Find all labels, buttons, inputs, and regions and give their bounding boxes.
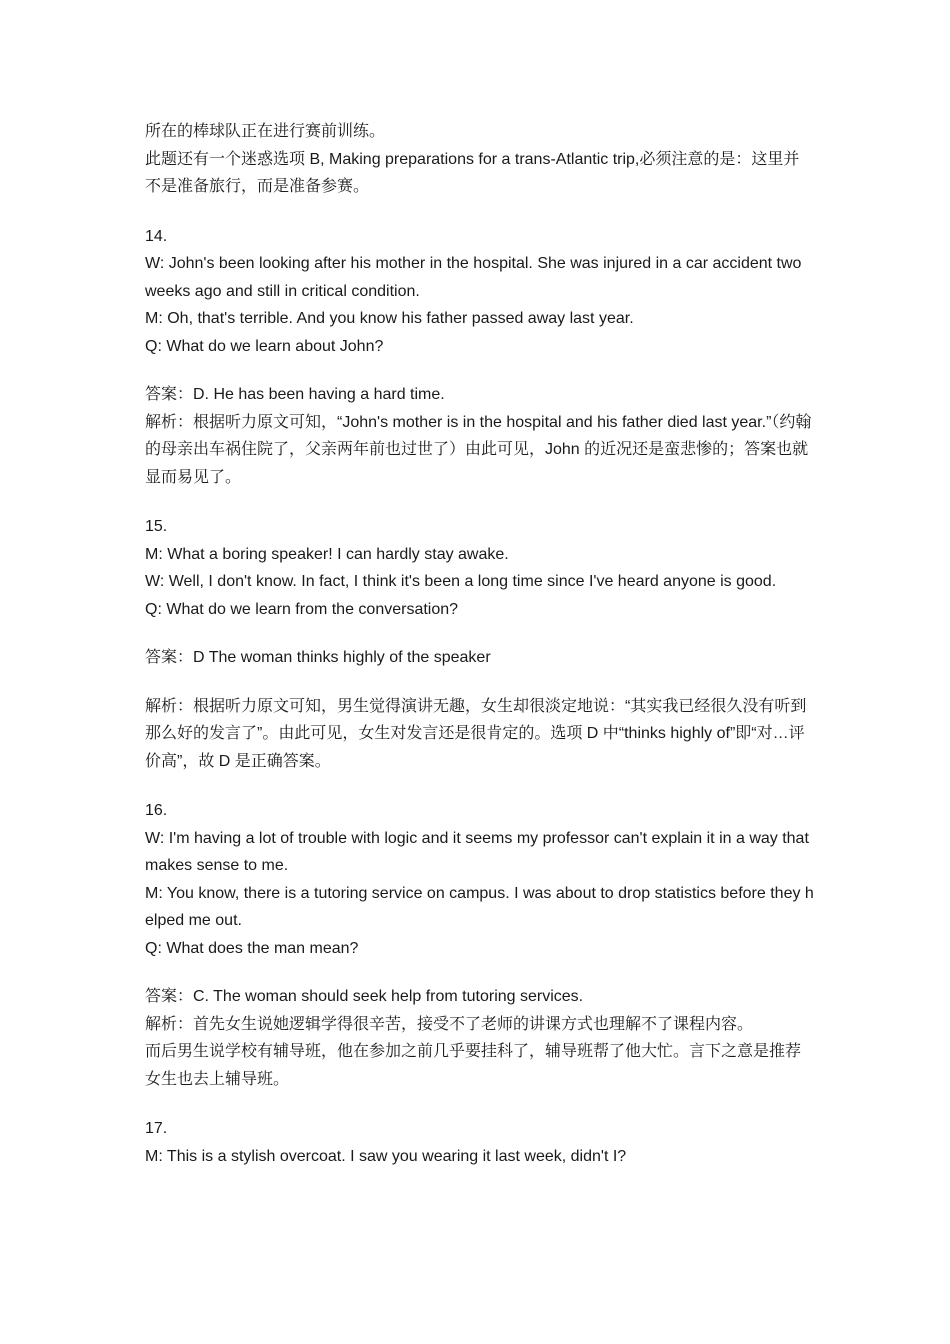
question-number: 16. — [145, 802, 168, 819]
analysis-line: 而后男生说学校有辅导班，他在参加之前几乎要挂科了，辅导班帮了他大忙。言下之意是推荐女生也去上辅导班。 — [145, 1043, 802, 1088]
question-16 — [145, 797, 815, 1093]
question-number: 14. — [145, 227, 168, 245]
answer-line: 答案：D The woman thinks highly of the speaker — [145, 649, 491, 666]
dialogue-line: W: Well, I don't know. In fact, I think it's been a long time since I've heard anyone is good. — [145, 573, 777, 590]
question-number: 17. — [145, 1120, 168, 1137]
answer-line: 答案：C. The woman should seek help from tutoring services. — [145, 988, 584, 1005]
analysis-line: 解析：根据听力原文可知，男生觉得演讲无趣，女生却很淡定地说：“其实我已经很久没有听到那么好的发言了”。由此可见，女生对发言还是很肯定的。选项 D 中“thinks highly of”即“对…评价高”，故 D 是正确答案。 — [145, 697, 807, 770]
dialogue-line: M: You know, there is a tutoring service on campus. I was about to drop statistics before they helped me out. — [145, 884, 814, 929]
analysis-line: 解析：根据听力原文可知，“John's mother is in the hospital and his father died last year.”（约翰的母亲出车祸住院了，父亲两年前也过世了）由此可见，John 的近况还是蛮悲惨的；答案也就显而易见了。 — [145, 413, 812, 486]
question-15 — [145, 513, 815, 775]
dialogue-line: M: What a boring speaker! I can hardly stay awake. — [145, 545, 509, 563]
dialogue-line: W: I'm having a lot of trouble with logic and it seems my professor can't explain it in a way that makes sense to me. — [145, 829, 809, 874]
dialogue-line: M: This is a stylish overcoat. I saw you wearing it last week, didn't I? — [145, 1147, 627, 1165]
dialogue-line: M: Oh, that's terrible. And you know his father passed away last year. — [145, 310, 634, 327]
question-17 — [145, 1115, 815, 1170]
answer-line: 答案：D. He has been having a hard time. — [145, 386, 445, 403]
intro-line: 所在的棒球队正在进行赛前训练。 — [145, 123, 386, 140]
question-14 — [145, 223, 815, 492]
dialogue-line: Q: What does the man mean? — [145, 939, 359, 957]
dialogue-line: W: John's been looking after his mother in the hospital. She was injured in a car accident two weeks ago and still in critical condition. — [145, 255, 802, 300]
dialogue-line: Q: What do we learn about John? — [145, 337, 384, 355]
analysis-line: 解析：首先女生说她逻辑学得很辛苦，接受不了老师的讲课方式也理解不了课程内容。 — [145, 1015, 754, 1033]
document-page — [145, 118, 815, 1170]
question-number: 15. — [145, 518, 168, 535]
intro-line: 此题还有一个迷惑选项 B, Making preparations for a trans-Atlantic trip,必须注意的是：这里并不是准备旅行，而是准备参赛。 — [145, 150, 800, 195]
dialogue-line: Q: What do we learn from the conversation? — [145, 600, 459, 618]
